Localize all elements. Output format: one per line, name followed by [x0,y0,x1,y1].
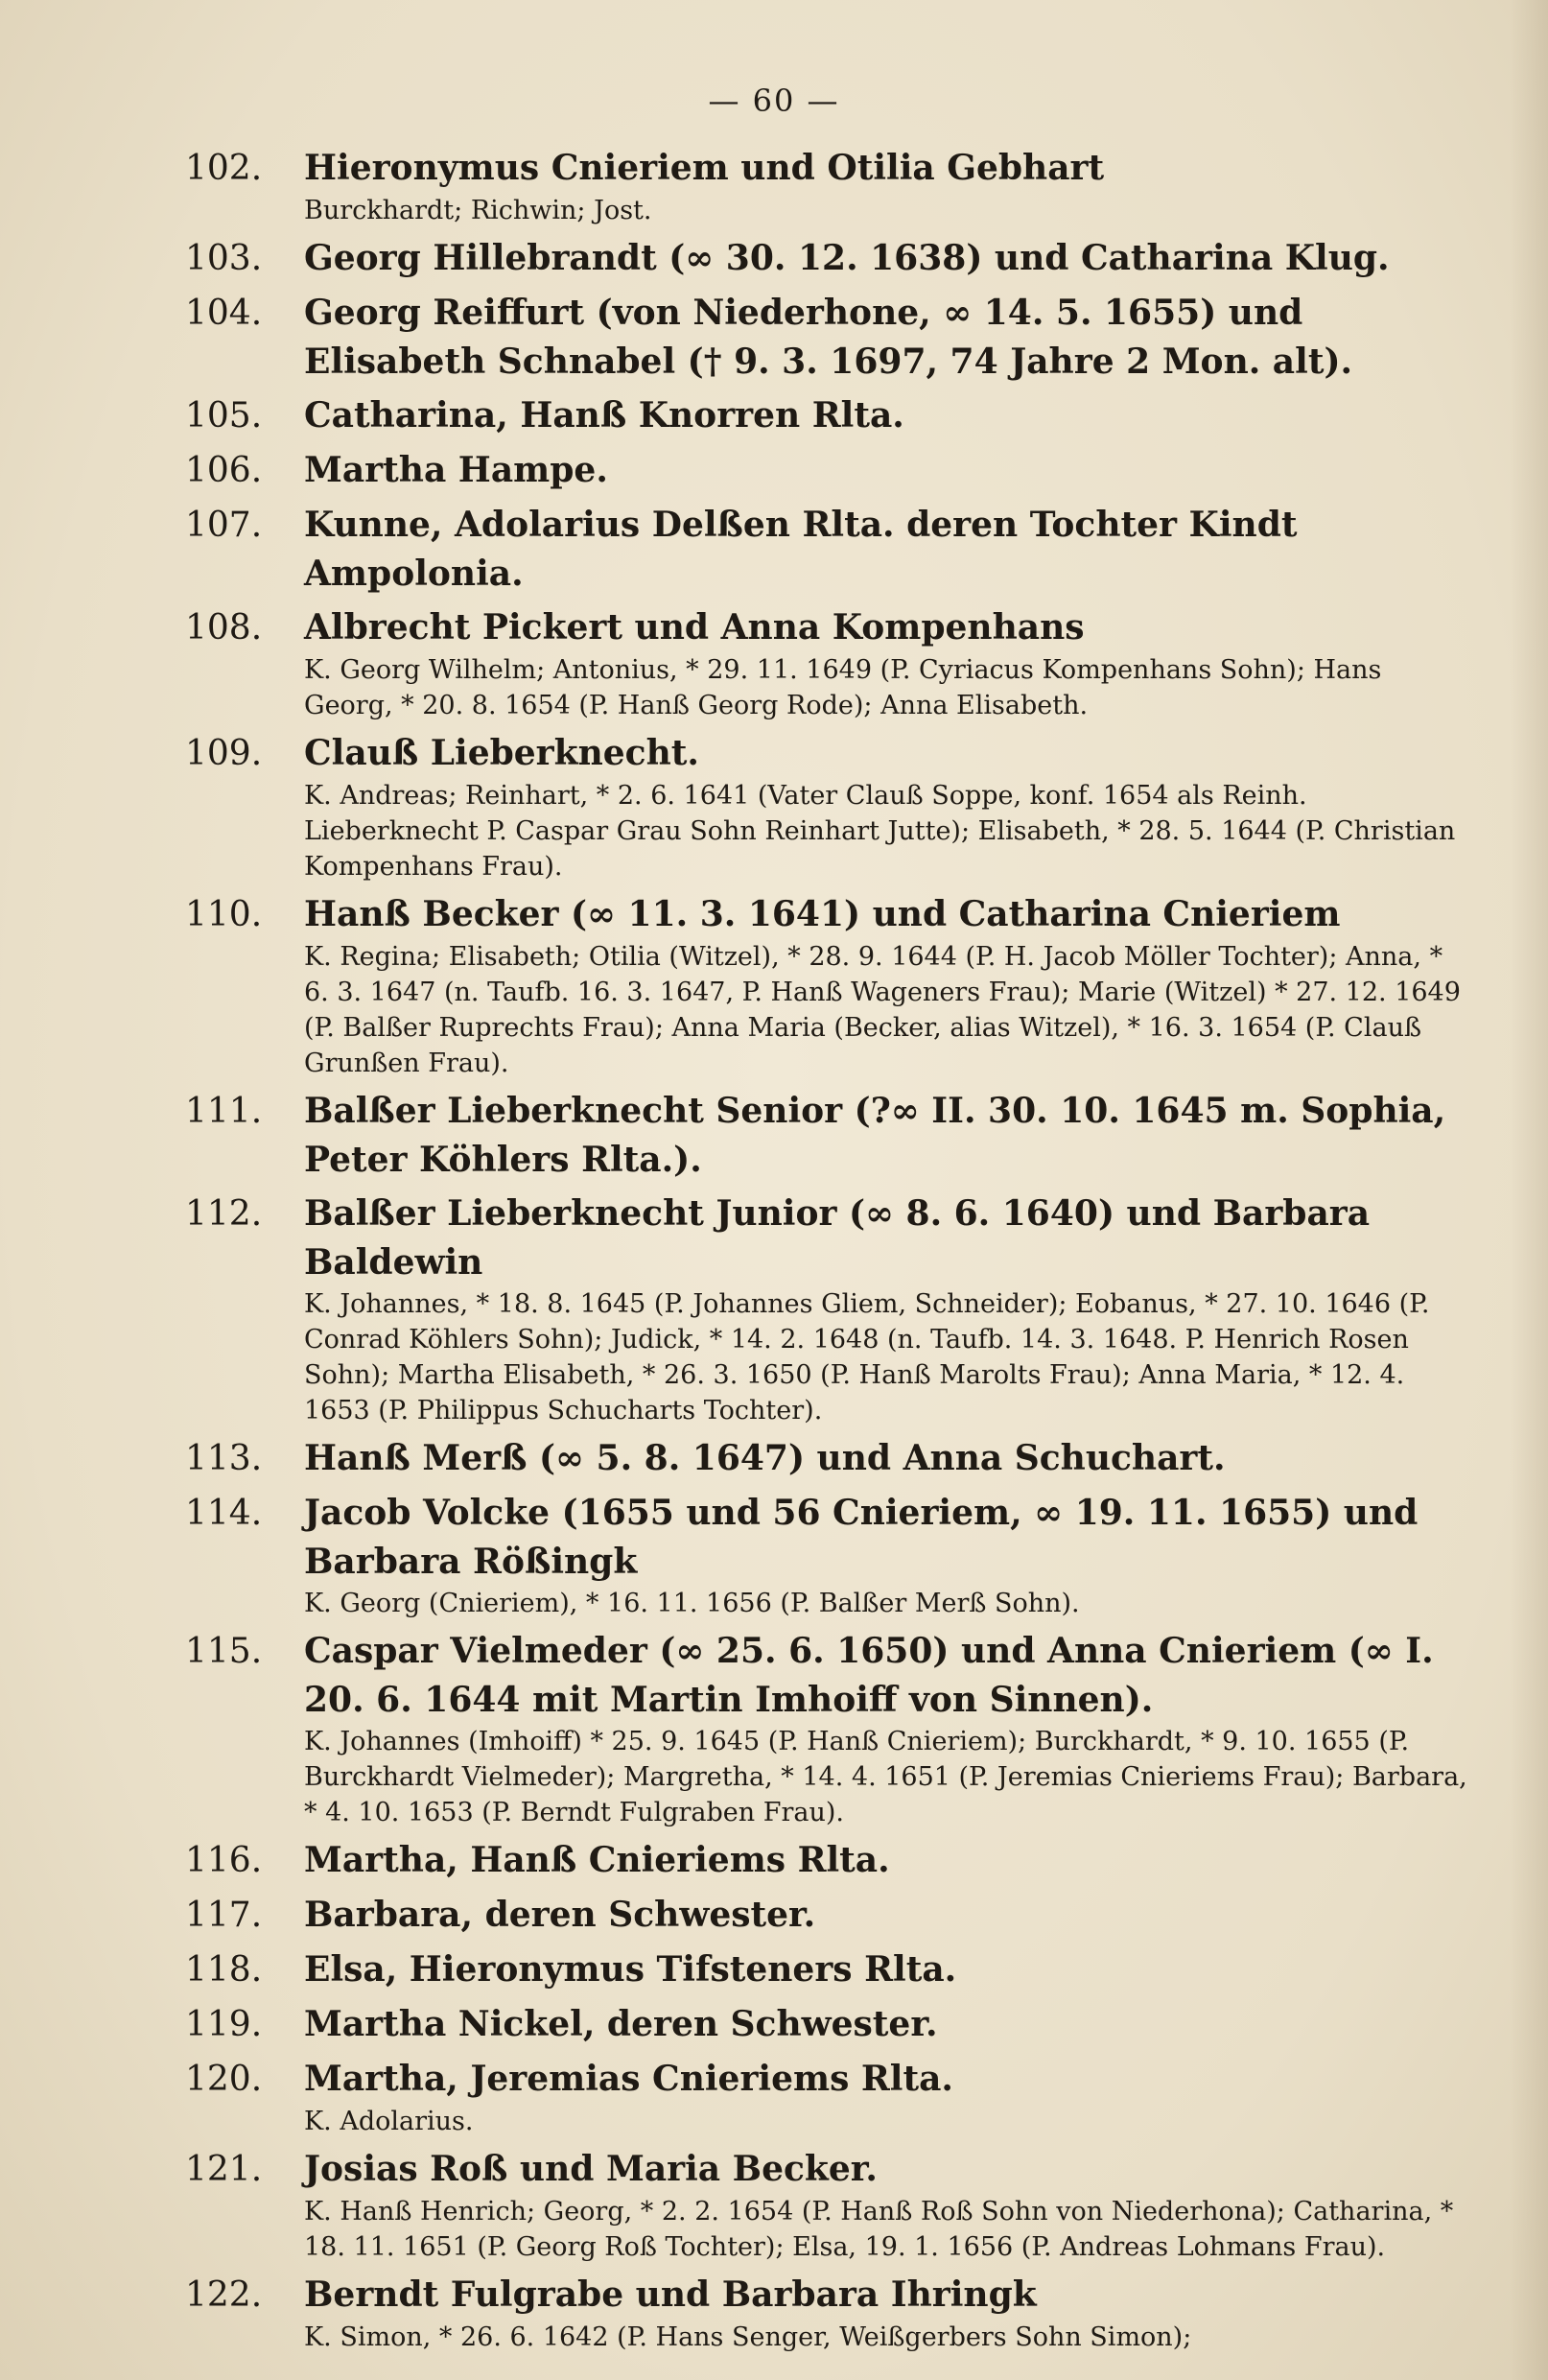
entry-heading: Martha Nickel, deren Schwester. [304,2004,938,2044]
entry-heading: Balßer Lieberknecht Senior (?∞ II. 30. 10. 1645 m. Sophia, Peter Köhlers Rlta.). [304,1091,1446,1180]
entry-heading: Kunne, Adolarius Delßen Rlta. deren Tochter Kindt Ampolonia. [304,505,1298,594]
entry-children: K. Regina; Elisabeth; Otilia (Witzel), * 28. 9. 1644 (P. H. Jacob Möller Tochter); Anna, * 6. 3. 1647 (n. Taufb. 16. 3. 1647, P. Hanß Wageners Frau); Marie (Witzel) * 27. 12. 1649 (P. Balßer Ruprechts Frau); Anna Maria (Becker, alias Witzel), * 16. 3. 1654 (P. Clauß Grunßen Frau). [304,942,1461,1078]
entry-children: K. Georg (Cnieriem), * 16. 11. 1656 (P. Balßer Merß Sohn). [304,1589,1080,1618]
entry-number: 106. [185,451,263,490]
entry-115 [185,1627,1472,1830]
entry-heading: Georg Hillebrandt (∞ 30. 12. 1638) und Catharina Klug. [304,238,1390,278]
entry-children: K. Georg Wilhelm; Antonius, * 29. 11. 1649 (P. Cyriacus Kompenhans Sohn); Hans Georg, * 20. 8. 1654 (P. Hanß Georg Rode); Anna Elisabeth. [304,655,1382,720]
entry-106 [185,446,1472,495]
entry-heading: Josias Roß und Maria Becker. [304,2149,878,2189]
entry-109 [185,729,1472,884]
entry-heading: Catharina, Hanß Knorren Rlta. [304,395,904,436]
entry-103 [185,234,1472,283]
entry-heading: Clauß Lieberknecht. [304,733,699,773]
entry-heading: Jacob Volcke (1655 und 56 Cnieriem, ∞ 19. 11. 1655) und Barbara Rößingk [304,1493,1419,1582]
entry-children: Burckhardt; Richwin; Jost. [304,196,652,225]
entry-number: 121. [185,2150,263,2189]
entry-heading: Georg Reiffurt (von Niederhone, ∞ 14. 5. 1655) und Elisabeth Schnabel († 9. 3. 1697, 74 Jahre 2 Mon. alt). [304,293,1353,382]
entry-114 [185,1489,1472,1621]
entry-119 [185,2000,1472,2049]
entry-121 [185,2145,1472,2265]
entry-heading: Martha Hampe. [304,450,608,490]
entry-number: 102. [185,149,263,188]
entry-number: 118. [185,1950,263,1990]
entry-113 [185,1434,1472,1483]
entry-118 [185,1945,1472,1994]
entry-heading: Albrecht Pickert und Anna Kompenhans [304,607,1085,648]
entry-number: 122. [185,2275,263,2315]
entry-107 [185,501,1472,598]
entry-number: 107. [185,506,263,545]
entry-120 [185,2055,1472,2139]
entry-heading: Hanß Merß (∞ 5. 8. 1647) und Anna Schuchart. [304,1438,1226,1478]
entry-heading: Balßer Lieberknecht Junior (∞ 8. 6. 1640) und Barbara Baldewin [304,1193,1371,1283]
entry-heading: Martha, Hanß Cnieriems Rlta. [304,1840,890,1880]
entry-heading: Hanß Becker (∞ 11. 3. 1641) und Catharina Cnieriem [304,894,1341,934]
entry-number: 115. [185,1632,263,1671]
entry-children: K. Adolarius. [304,2107,474,2136]
entry-number: 119. [185,2005,263,2044]
entry-heading: Caspar Vielmeder (∞ 25. 6. 1650) und Anna Cnieriem (∞ I. 20. 6. 1644 mit Martin Imhoiff von Sinnen). [304,1631,1434,1720]
entry-heading: Martha, Jeremias Cnieriems Rlta. [304,2059,953,2099]
entry-children: K. Johannes (Imhoiff) * 25. 9. 1645 (P. Hanß Cnieriem); Burckhardt, * 9. 10. 1655 (P. Burckhardt Vielmeder); Margretha, * 14. 4. 1651 (P. Jeremias Cnieriems Frau); Barbara, * 4. 10. 1653 (P. Berndt Fulgraben Frau). [304,1727,1467,1827]
entry-children: K. Andreas; Reinhart, * 2. 6. 1641 (Vater Clauß Soppe, konf. 1654 als Reinh. Lieberknecht P. Caspar Grau Sohn Reinhart Jutte); Elisabeth, * 28. 5. 1644 (P. Christian Kompenhans Frau). [304,781,1456,882]
entry-number: 104. [185,294,263,333]
entry-number: 103. [185,239,263,278]
entry-number: 120. [185,2060,263,2099]
entry-104 [185,289,1472,386]
entry-number: 108. [185,608,263,648]
entry-102 [185,144,1472,228]
entry-110 [185,890,1472,1081]
entry-heading: Berndt Fulgrabe und Barbara Ihringk [304,2274,1037,2315]
entry-111 [185,1087,1472,1184]
entry-number: 112. [185,1194,263,1234]
entry-number: 111. [185,1092,263,1131]
entry-number: 113. [185,1439,263,1478]
entry-105 [185,391,1472,440]
entry-116 [185,1836,1472,1885]
entry-number: 117. [185,1896,263,1935]
entry-heading: Elsa, Hieronymus Tifsteners Rlta. [304,1949,957,1990]
entry-heading: Hieronymus Cnieriem und Otilia Gebhart [304,148,1105,188]
page-number: — 60 — [708,82,840,119]
page-edge-shadow [1510,0,1548,2380]
entry-heading: Barbara, deren Schwester. [304,1895,816,1935]
entry-number: 105. [185,396,263,436]
entry-122 [185,2271,1472,2355]
entry-children: K. Johannes, * 18. 8. 1645 (P. Johannes Gliem, Schneider); Eobanus, * 27. 10. 1646 (P. Conrad Köhlers Sohn); Judick, * 14. 2. 1648 (n. Taufb. 14. 3. 1648. P. Henrich Rosen Sohn); Martha Elisabeth, * 26. 3. 1650 (P. Hanß Marolts Frau); Anna Maria, * 12. 4. 1653 (P. Philippus Schucharts Tochter). [304,1289,1430,1426]
entry-number: 110. [185,895,263,934]
entry-list [185,144,1472,2361]
entry-number: 114. [185,1494,263,1533]
entry-children: K. Hanß Henrich; Georg, * 2. 2. 1654 (P. Hanß Roß Sohn von Niederhona); Catharina, * 18. 11. 1651 (P. Georg Roß Tochter); Elsa, 19. 1. 1656 (P. Andreas Lohmans Frau). [304,2197,1454,2262]
entry-number: 116. [185,1841,263,1880]
entry-number: 109. [185,734,263,773]
entry-117 [185,1891,1472,1940]
entry-108 [185,603,1472,723]
entry-children: K. Simon, * 26. 6. 1642 (P. Hans Senger, Weißgerbers Sohn Simon); [304,2322,1192,2352]
entry-112 [185,1190,1472,1428]
